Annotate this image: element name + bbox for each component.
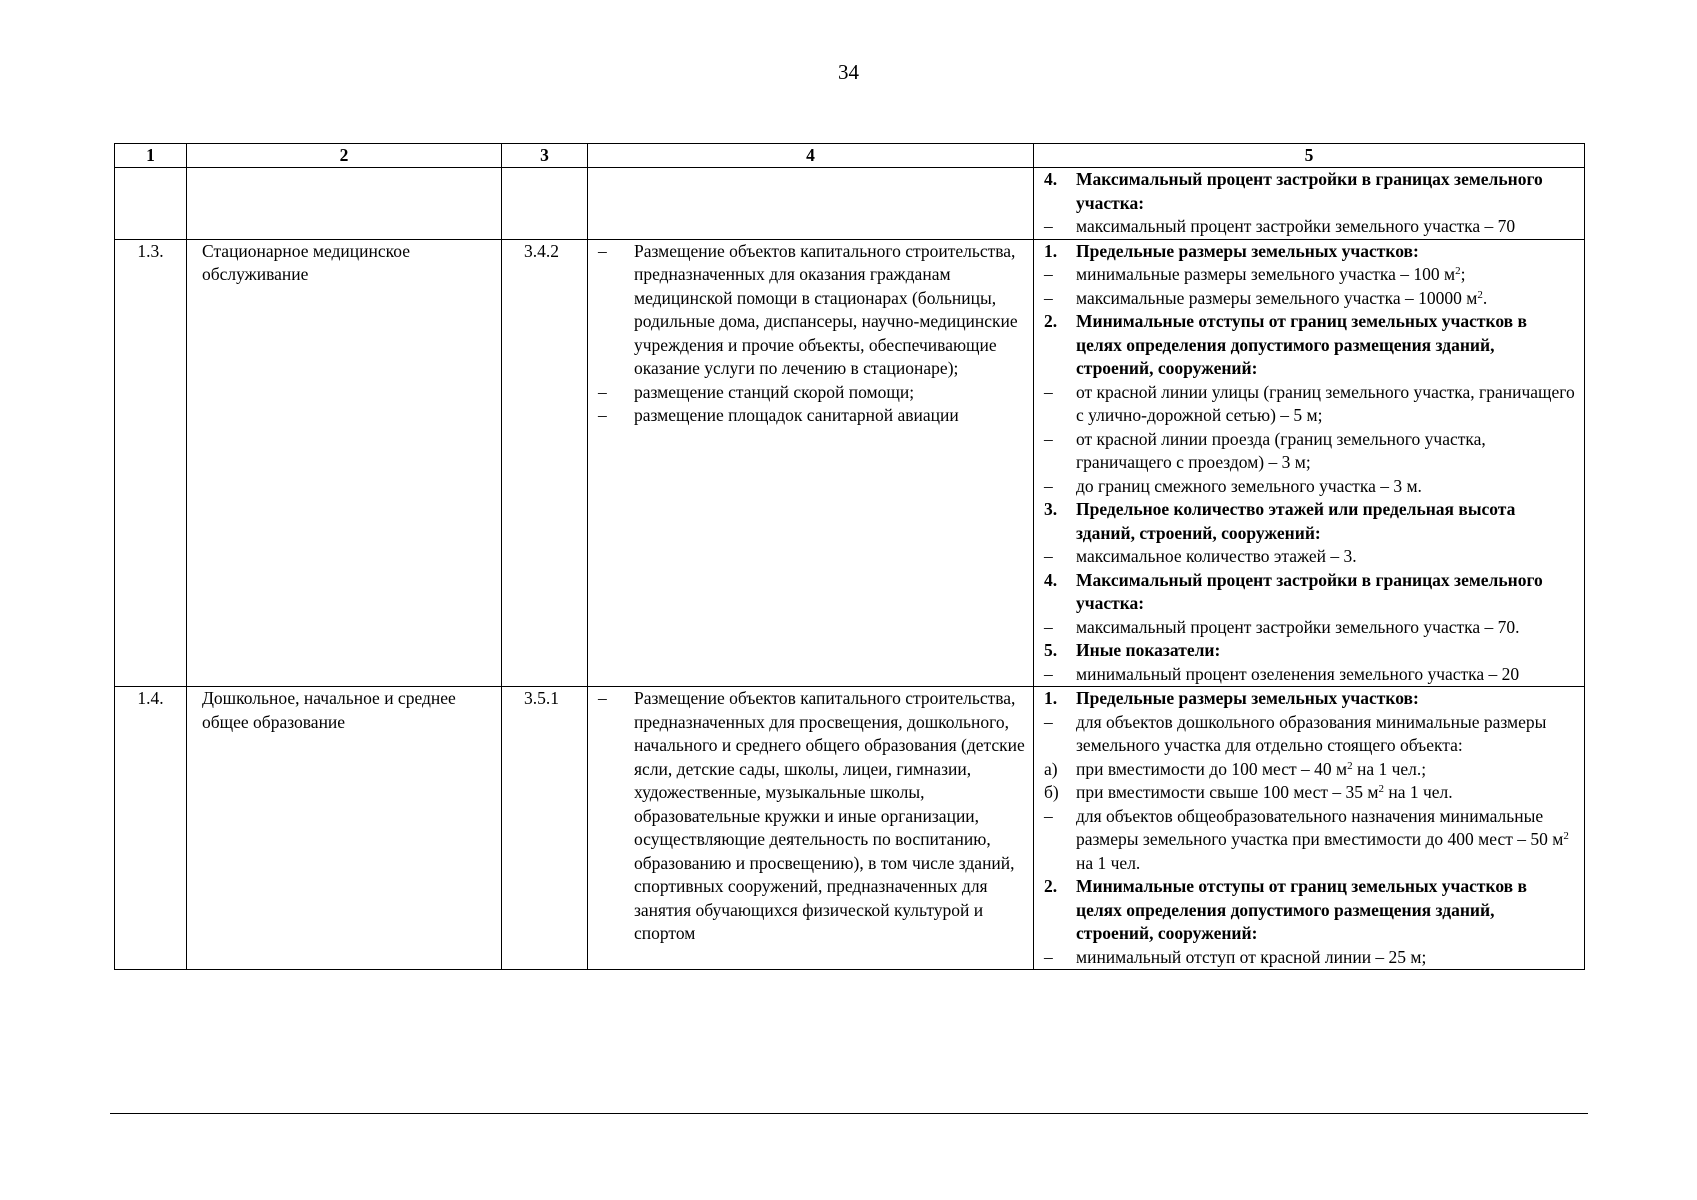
parameter-heading: [1044, 687, 1576, 711]
superscript: 2: [1563, 830, 1569, 842]
parameter-text-tail: на 1 чел.: [1383, 782, 1453, 802]
parameter-text-main: Минимальные отступы от границ земельных участков в целях определения допустимого размещения зданий, строений, сооружений:: [1076, 311, 1527, 378]
table-row: [115, 687, 1585, 970]
parameter-text-main: при вместимости свыше 100 мест – 35 м: [1076, 782, 1379, 802]
parameter-text: [1076, 545, 1576, 569]
parameter-item: [1044, 287, 1576, 311]
use-type-code-cell: 3.5.1: [502, 687, 588, 970]
parameter-text-tail: на 1 чел.: [1076, 852, 1141, 873]
list-marker: 2.: [1044, 311, 1058, 331]
parameter-text-main: для объектов общеобразовательного назначения минимальные размеры земельного участка при вместимости до 400 мест – 50 м: [1076, 805, 1564, 849]
parameter-text-main: максимальные размеры земельного участка – 10000 м: [1076, 287, 1478, 308]
description-text: Размещение объектов капитального строительства, предназначенных для оказания гражданам медицинской помощи в стационарах (больницы, родильные дома, диспансеры, научно-медицинские учреждения и прочие объекты, обеспечивающие оказание услуги по лечению в стационаре);: [634, 240, 1018, 378]
list-marker: –: [598, 688, 607, 708]
parameter-text: [1076, 875, 1576, 946]
parameter-text: [1076, 781, 1576, 805]
use-type-code-cell: 3.4.2: [502, 239, 588, 687]
list-marker: 2.: [1044, 876, 1058, 896]
superscript: 2: [1378, 783, 1384, 795]
parameter-item: [1044, 263, 1576, 287]
list-marker: –: [1044, 287, 1053, 308]
list-marker: –: [1044, 663, 1053, 684]
parameter-text: [1076, 805, 1576, 876]
list-marker: –: [1044, 616, 1053, 637]
parameter-text-tail: ;: [1460, 264, 1466, 284]
parameter-text: [1076, 758, 1576, 782]
parameter-item: [1044, 616, 1576, 640]
use-type-name-cell: Дошкольное, начальное и среднее общее образование: [187, 687, 502, 970]
parameter-text: [1076, 475, 1576, 499]
column-header: 1: [115, 144, 187, 168]
list-marker: 4.: [1044, 569, 1058, 590]
parameter-text: [1076, 946, 1576, 970]
list-marker: –: [1044, 428, 1053, 449]
list-marker: –: [1044, 381, 1053, 402]
parameters-cell: [1034, 687, 1585, 970]
use-type-name-cell: Стационарное медицинское обслуживание: [187, 239, 502, 687]
use-description-cell: [588, 239, 1034, 687]
parameter-text: [1076, 639, 1576, 663]
parameter-item: [1044, 805, 1576, 876]
parameter-heading: [1044, 875, 1576, 946]
parameters-cell: [1034, 239, 1585, 687]
parameter-heading: [1044, 569, 1576, 616]
column-header: 3: [502, 144, 588, 168]
list-marker: 4.: [1044, 169, 1058, 189]
row-number-cell: 1.4.: [115, 687, 187, 970]
use-type-name-cell: [187, 168, 502, 240]
parameter-text: [1076, 616, 1576, 640]
parameter-item: [1044, 475, 1576, 499]
parameter-text-main: до границ смежного земельного участка – 3 м.: [1076, 475, 1422, 496]
parameter-text-main: Максимальный процент застройки в границах земельного участка:: [1076, 569, 1543, 613]
parameter-heading: [1044, 310, 1576, 381]
parameter-item: [1044, 545, 1576, 569]
use-description-cell: [588, 687, 1034, 970]
footer-rule: [110, 1113, 1588, 1114]
parameter-heading: [1044, 240, 1576, 264]
regulations-table: [114, 143, 1585, 970]
page-number: 34: [838, 60, 859, 84]
list-marker: –: [598, 381, 607, 402]
list-marker: –: [1044, 475, 1053, 496]
superscript: 2: [1455, 265, 1461, 277]
description-text: размещение площадок санитарной авиации: [634, 405, 959, 425]
parameter-heading: [1044, 498, 1576, 545]
parameter-item: [1044, 215, 1576, 239]
column-header: 4: [588, 144, 1034, 168]
parameter-text: [1076, 310, 1576, 381]
parameter-text-main: минимальный процент озеленения земельного участка – 20: [1076, 663, 1520, 684]
parameter-text: [1076, 569, 1576, 616]
list-marker: –: [1044, 711, 1053, 732]
list-marker: –: [1044, 264, 1053, 284]
use-type-code-cell: [502, 168, 588, 240]
parameter-text: [1076, 663, 1576, 687]
list-marker: б): [1044, 782, 1059, 802]
parameter-text: [1076, 287, 1576, 311]
list-marker: –: [1044, 805, 1053, 826]
parameter-text-main: от красной линии проезда (границ земельного участка, граничащего с проездом) – 3 м;: [1076, 428, 1486, 472]
list-marker: –: [1044, 546, 1053, 566]
list-marker: –: [1044, 216, 1053, 236]
use-description-cell: [588, 168, 1034, 240]
parameter-heading: [1044, 639, 1576, 663]
description-item: [598, 240, 1027, 381]
parameter-text-tail: на 1 чел.;: [1352, 758, 1427, 779]
parameter-text: [1076, 215, 1576, 239]
list-marker: 5.: [1044, 640, 1058, 660]
parameter-text: [1076, 687, 1576, 711]
description-item: [598, 381, 1027, 405]
description-item: [598, 404, 1027, 428]
column-header: 5: [1034, 144, 1585, 168]
superscript: 2: [1347, 759, 1353, 772]
list-marker: 1.: [1044, 240, 1058, 261]
parameter-text: [1076, 498, 1576, 545]
parameter-item: [1044, 663, 1576, 687]
column-header: 2: [187, 144, 502, 168]
list-marker: 3.: [1044, 499, 1058, 519]
parameter-text-main: Максимальный процент застройки в границах земельного участка:: [1076, 169, 1543, 213]
parameter-text-main: максимальный процент застройки земельного участка – 70.: [1076, 616, 1520, 637]
parameter-text: [1076, 381, 1576, 428]
description-item: [598, 687, 1027, 946]
parameter-text-main: для объектов дошкольного образования минимальные размеры земельного участка для отдельно стоящего объекта:: [1076, 711, 1547, 755]
parameter-text-main: при вместимости до 100 мест – 40 м: [1076, 758, 1348, 779]
parameter-text-main: максимальный процент застройки земельного участка – 70: [1076, 216, 1516, 236]
table-row: [115, 168, 1585, 240]
parameter-text-tail: .: [1482, 287, 1488, 308]
parameter-text: [1076, 263, 1576, 287]
parameter-item: [1044, 381, 1576, 428]
row-number-cell: 1.3.: [115, 239, 187, 687]
superscript: 2: [1477, 288, 1483, 301]
parameter-text-main: максимальное количество этажей – 3.: [1076, 546, 1357, 566]
parameters-cell: [1034, 168, 1585, 240]
list-marker: –: [598, 240, 607, 261]
parameter-text: [1076, 168, 1576, 215]
description-text: размещение станций скорой помощи;: [634, 381, 915, 402]
parameter-text-main: Предельные размеры земельных участков:: [1076, 240, 1419, 261]
list-marker: –: [1044, 946, 1053, 967]
list-marker: –: [598, 405, 607, 425]
parameter-text-main: Иные показатели:: [1076, 640, 1221, 660]
parameter-text: [1076, 240, 1576, 264]
parameter-item: [1044, 428, 1576, 475]
parameter-text-main: минимальные размеры земельного участка – 100 м: [1076, 264, 1456, 284]
row-number-cell: [115, 168, 187, 240]
parameter-text: [1076, 428, 1576, 475]
description-text: Размещение объектов капитального строительства, предназначенных для просвещения, дошкольного, начального и среднего общего образования (детские ясли, детские сады, школы, лицеи, гимназии, художественные, музыкальные школы, образовательные кружки и иные организации, осуществляющие деятельность по воспитанию, образованию и просвещению), в том числе зданий, спортивных сооружений, предназначенных для занятия обучающихся физической культурой и спортом: [634, 688, 1025, 943]
parameter-item: [1044, 758, 1576, 782]
parameter-text-main: минимальный отступ от красной линии – 25 м;: [1076, 946, 1427, 967]
parameter-item: [1044, 946, 1576, 970]
parameter-item: [1044, 781, 1576, 805]
list-marker: а): [1044, 758, 1058, 779]
list-marker: 1.: [1044, 688, 1058, 708]
parameter-text-main: Предельные размеры земельных участков:: [1076, 688, 1419, 708]
parameter-item: [1044, 711, 1576, 758]
parameter-text-main: Предельное количество этажей или предельная высота зданий, строений, сооружений:: [1076, 499, 1516, 543]
parameter-text: [1076, 711, 1576, 758]
parameter-text-main: от красной линии улицы (границ земельного участка, граничащего с улично-дорожной сетью) – 5 м;: [1076, 381, 1575, 425]
parameter-heading: [1044, 168, 1576, 215]
table-row: [115, 239, 1585, 687]
parameter-text-main: Минимальные отступы от границ земельных участков в целях определения допустимого размещения зданий, строений, сооружений:: [1076, 876, 1527, 943]
table-header-row: [115, 144, 1585, 168]
